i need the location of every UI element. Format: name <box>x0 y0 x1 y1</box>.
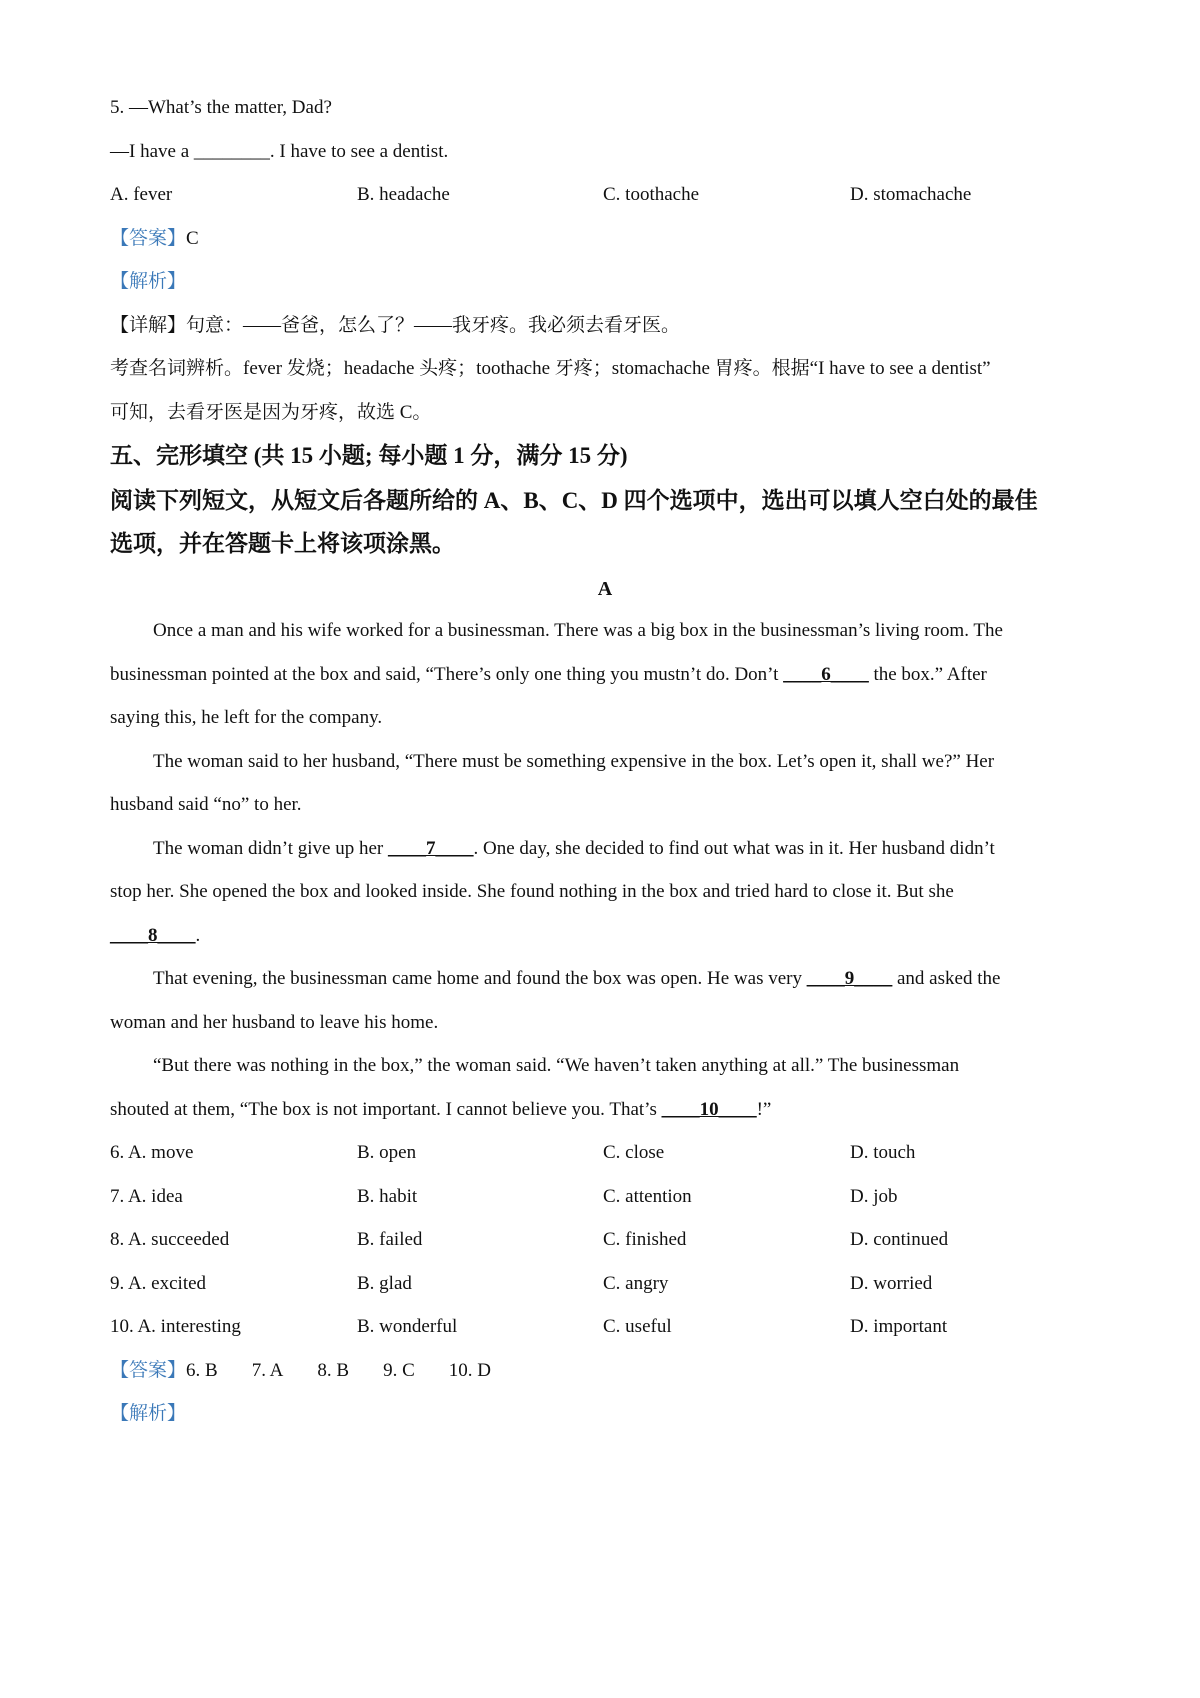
q7-option-b: B. habit <box>357 1186 418 1207</box>
q5-option-d: D. stomachache <box>850 184 972 205</box>
passage-p1-line1: Once a man and his wife worked for a businessman. There was a big box in the businessman’s living room. The <box>153 620 1003 641</box>
section-instruction-1: 阅读下列短文，从短文后各题所给的 A、B、C、D 四个选项中，选出可以填人空白处的最佳 <box>110 488 1038 513</box>
q5-analysis-tag: 【解析】 <box>110 271 187 292</box>
section-heading: 五、完形填空 (共 15 小题; 每小题 1 分，满分 15 分) <box>110 443 628 468</box>
q5-blank: ________ <box>193 141 270 162</box>
p4-line1-pre: That evening, the businessman came home and found the box was open. He was very <box>153 968 807 989</box>
section-instruction-2: 选项，并在答题卡上将该项涂黑。 <box>110 531 455 556</box>
answer-7: 7. A <box>251 1360 284 1381</box>
answers-analysis-tag: 【解析】 <box>110 1403 187 1424</box>
q5-line2 <box>110 139 1100 165</box>
passage-p5-line2 <box>110 1097 1100 1123</box>
blank-8: ____8____ <box>110 925 196 946</box>
q6-option-a: 6. A. move <box>110 1142 194 1163</box>
answer-10: 10. D <box>448 1360 491 1381</box>
q8-option-a: 8. A. succeeded <box>110 1229 230 1250</box>
blank-10: ____10____ <box>661 1099 757 1120</box>
q7-option-a: 7. A. idea <box>110 1186 183 1207</box>
q7-option-c: C. attention <box>603 1186 692 1207</box>
p3-line1-post: . One day, she decided to find out what was in it. Her husband didn’t <box>473 838 995 859</box>
passage-p4-line2: woman and her husband to leave his home. <box>110 1012 439 1033</box>
q8-option-d: D. continued <box>850 1229 949 1250</box>
q5-stem: 5. —What’s the matter, Dad? <box>110 97 332 118</box>
passage-p1-line2 <box>110 662 1100 688</box>
q9-option-b: B. glad <box>357 1273 412 1294</box>
p3-line1-pre: The woman didn’t give up her <box>153 838 388 859</box>
passage-p3-line1 <box>153 836 1143 862</box>
p3-line3-post: . <box>195 925 201 946</box>
passage-p3-line2: stop her. She opened the box and looked inside. She found nothing in the box and tried hard to close it. But she <box>110 881 954 902</box>
answer-9: 9. C <box>383 1360 415 1381</box>
q9-option-a: 9. A. excited <box>110 1273 207 1294</box>
q6-option-b: B. open <box>357 1142 417 1163</box>
passage-p3-line3 <box>110 923 1100 949</box>
p5-line2-pre: shouted at them, “The box is not important. I cannot believe you. That’s <box>110 1099 662 1120</box>
q6-option-c: C. close <box>603 1142 665 1163</box>
q5-line2-post: . I have to see a dentist. <box>269 141 449 162</box>
answer-8: 8. B <box>317 1360 350 1381</box>
q5-explain-2: 可知，去看牙医是因为牙疼，故选 C。 <box>110 402 432 423</box>
q5-answer <box>110 226 1100 252</box>
q5-detail <box>110 313 1100 339</box>
blank-9: ____9____ <box>806 968 893 989</box>
q5-detail-text: 句意：——爸爸，怎么了？——我牙疼。我必须去看牙医。 <box>186 315 681 336</box>
q5-option-c: C. toothache <box>603 184 700 205</box>
q5-line2-pre: —I have a <box>110 141 194 162</box>
answer-6: 6. B <box>186 1360 218 1381</box>
q10-option-c: C. useful <box>603 1316 672 1337</box>
p4-line1-post: and asked the <box>892 968 1001 989</box>
passage-p5-line1: “But there was nothing in the box,” the woman said. “We haven’t taken anything at all.” The businessman <box>153 1055 960 1076</box>
detail-tag: 【详解】 <box>110 315 187 336</box>
q10-option-b: B. wonderful <box>357 1316 458 1337</box>
blank-6: ____6____ <box>783 664 869 685</box>
blank-7: ____7____ <box>388 838 474 859</box>
q9-option-c: C. angry <box>603 1273 669 1294</box>
q5-option-a: A. fever <box>110 184 173 205</box>
passage-p2-line1: The woman said to her husband, “There must be something expensive in the box. Let’s open it, shall we?” Her <box>153 751 995 772</box>
passage-title: A <box>597 578 613 600</box>
answers-line <box>110 1358 1100 1384</box>
q7-option-d: D. job <box>850 1186 898 1207</box>
p1-line2-post: the box.” After <box>868 664 987 685</box>
q5-option-b: B. headache <box>357 184 450 205</box>
passage-p2-line2: husband said “no” to her. <box>110 794 302 815</box>
answer-tag: 【答案】 <box>110 228 187 249</box>
q9-option-d: D. worried <box>850 1273 933 1294</box>
q5-answer-value: C <box>186 228 199 249</box>
q10-option-d: D. important <box>850 1316 948 1337</box>
answers-tag: 【答案】 <box>110 1360 187 1381</box>
q8-option-c: C. finished <box>603 1229 687 1250</box>
p5-line2-post: !” <box>756 1099 772 1120</box>
passage-p1-line3: saying this, he left for the company. <box>110 707 383 728</box>
passage-p4-line1 <box>153 966 1143 992</box>
q8-option-b: B. failed <box>357 1229 423 1250</box>
q10-option-a: 10. A. interesting <box>110 1316 241 1337</box>
q5-explain-1: 考查名词辨析。fever 发烧；headache 头疼；toothache 牙疼；stomachache 胃疼。根据“I have to see a dentist” <box>110 358 991 379</box>
p1-line2-pre: businessman pointed at the box and said, “There’s only one thing you mustn’t do. Don’t <box>110 664 784 685</box>
q6-option-d: D. touch <box>850 1142 916 1163</box>
